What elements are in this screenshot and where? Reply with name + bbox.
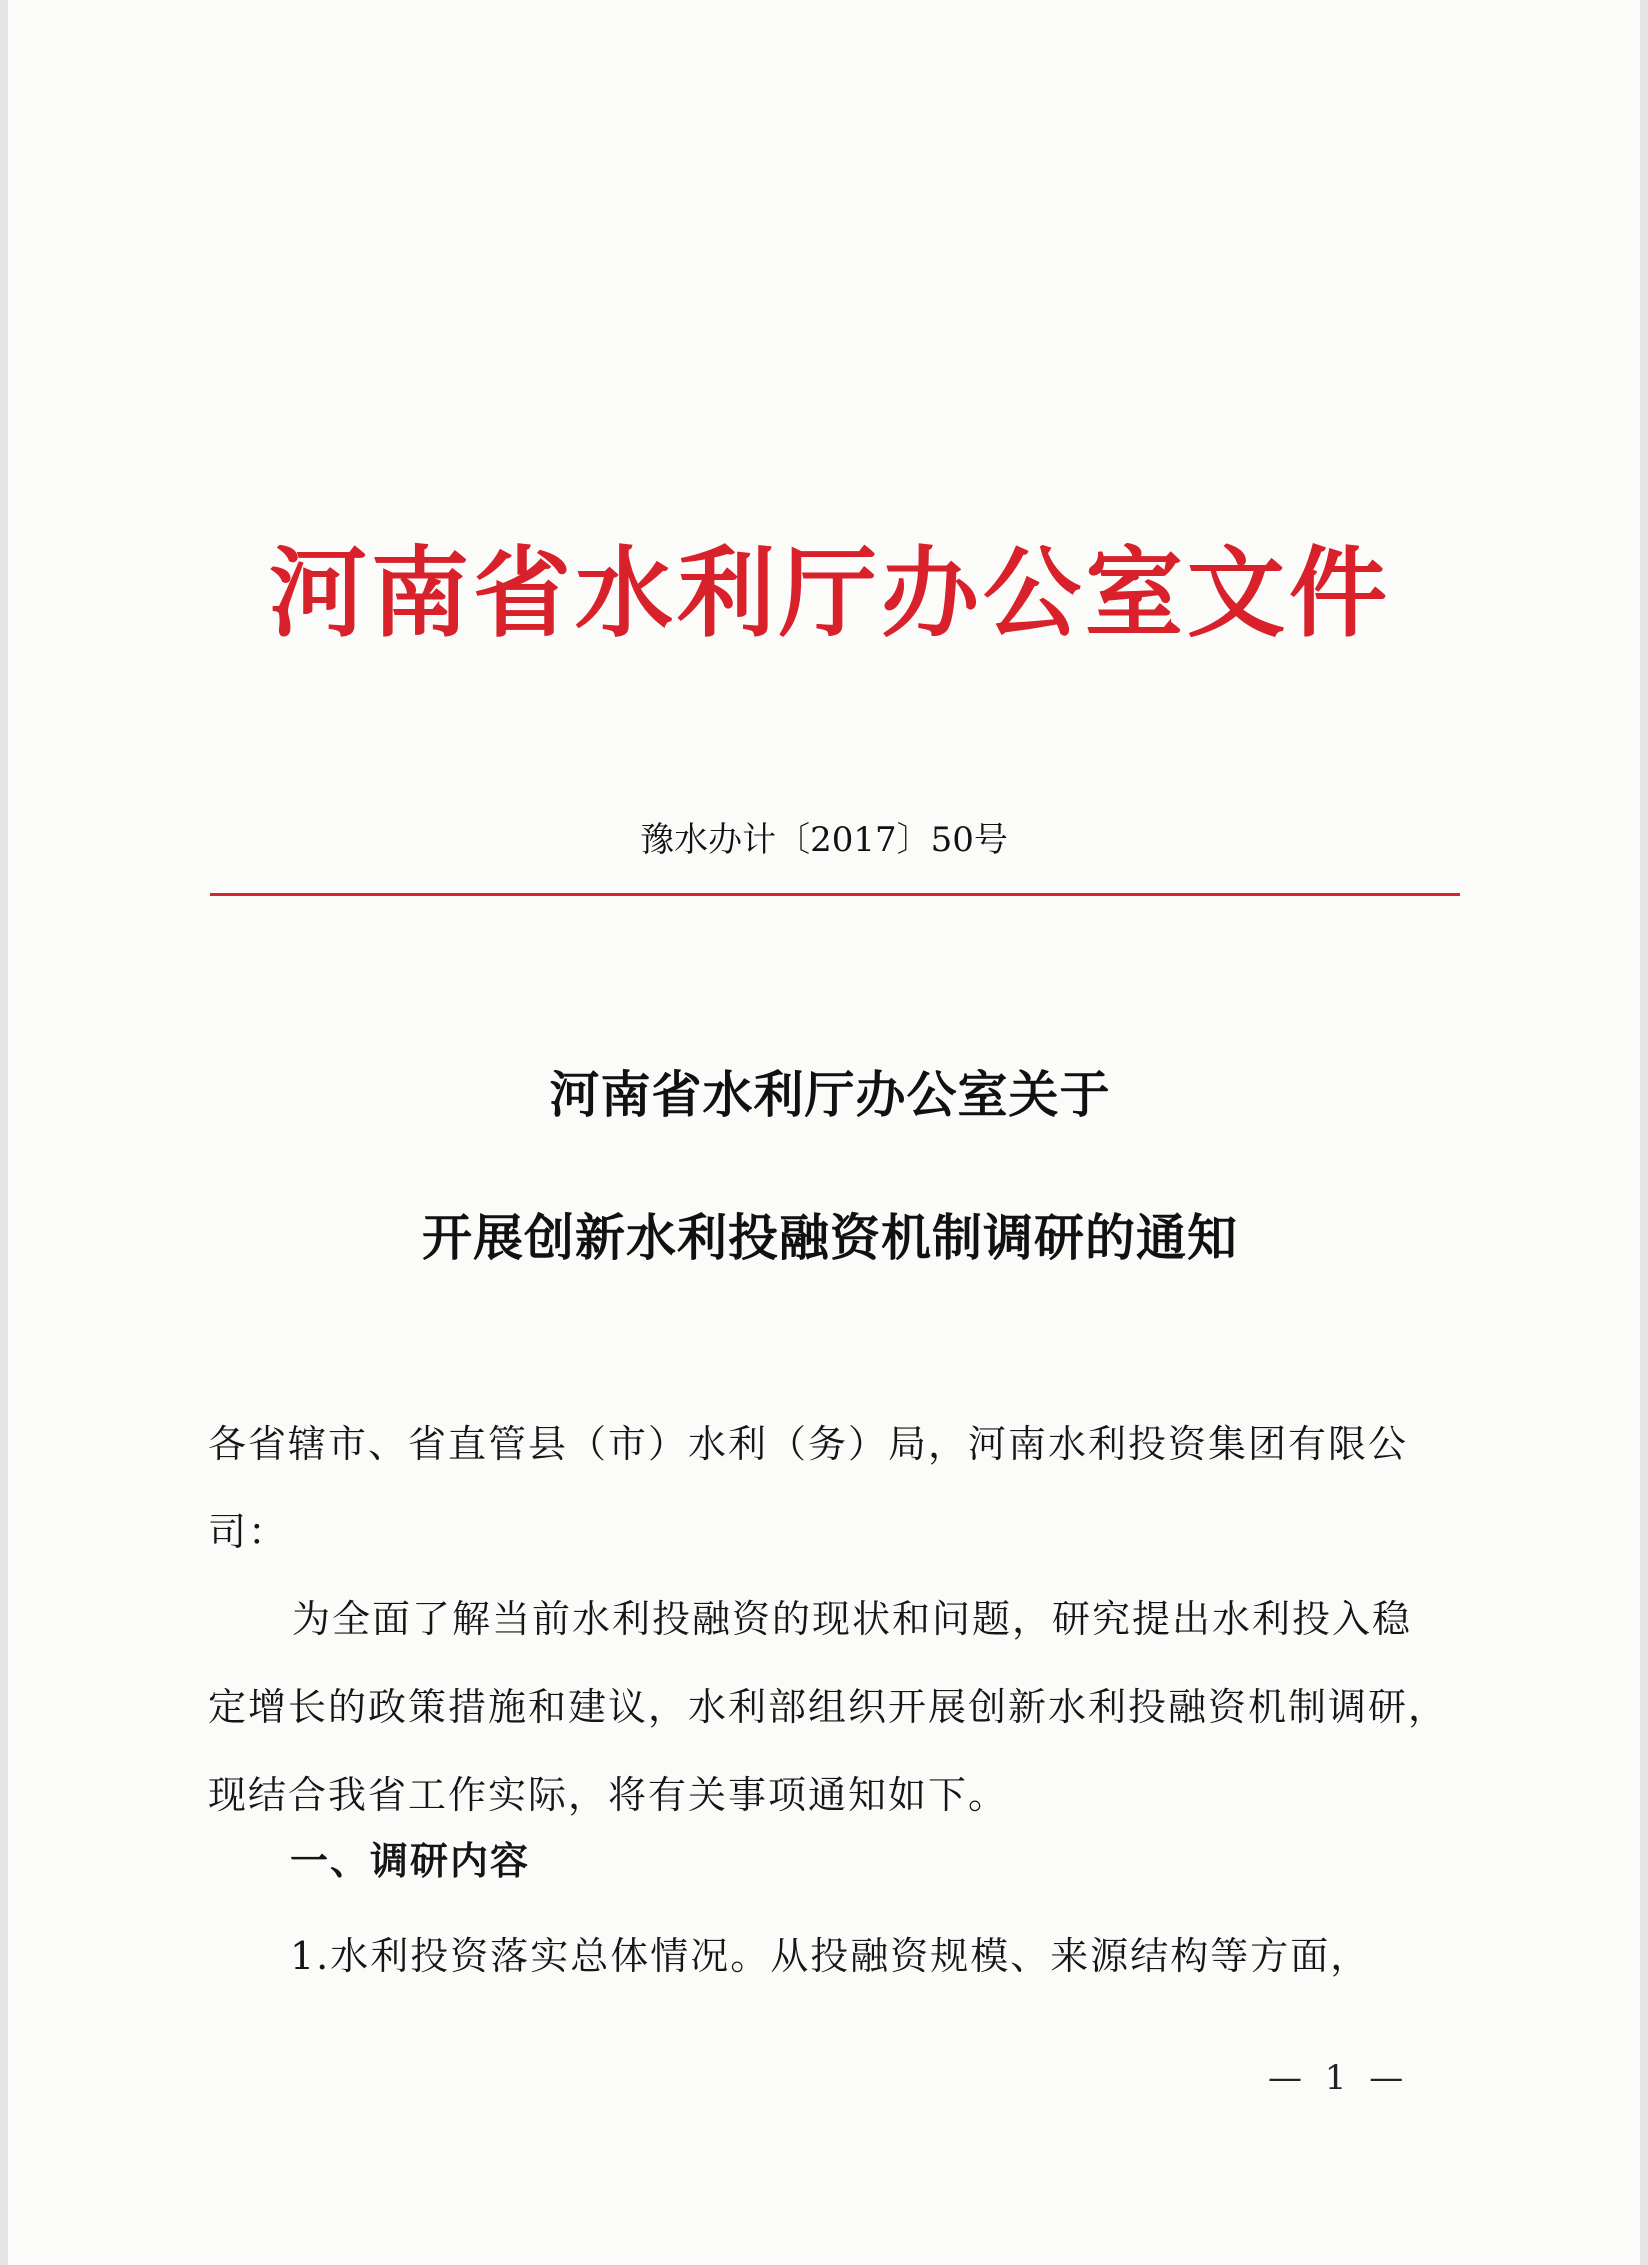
document-header: 河南省水利厅办公室文件: [268, 536, 1391, 651]
scan-edge-right: [1640, 0, 1648, 2265]
notice-title-line-1: 河南省水利厅办公室关于: [549, 1065, 1111, 1124]
body-paragraph: 为全面了解当前水利投融资的现状和问题，研究提出水利投入稳定增长的政策措施和建议，水利部组织开展创新水利投融资机制调研，现结合我省工作实际，将有关事项通知如下。: [208, 1597, 1449, 1817]
section-heading: 一、调研内容: [290, 1839, 531, 1883]
document-number: 豫水办计〔2017〕50号: [640, 820, 1008, 860]
page-number: — 1 —: [1268, 2058, 1410, 2098]
red-divider-line: [210, 893, 1460, 896]
list-item: 1.水利投资落实总体情况。从投融资规模、来源结构等方面，: [290, 1934, 1371, 1978]
scan-edge-left: [0, 0, 8, 2265]
notice-title-line-2: 开展创新水利投融资机制调研的通知: [422, 1208, 1238, 1267]
salutation: 各省辖市、省直管县（市）水利（务）局，河南水利投资集团有限公司：: [208, 1422, 1409, 1554]
